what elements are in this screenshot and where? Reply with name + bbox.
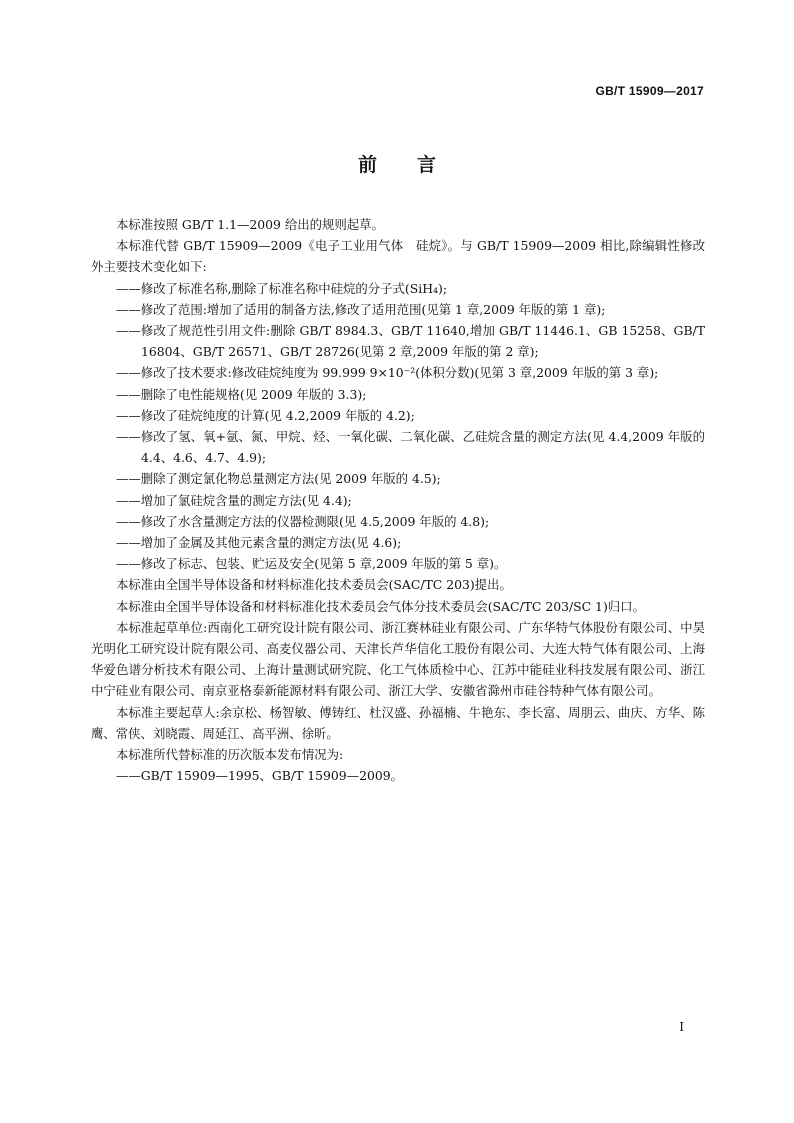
history-item: ——GB/T 15909—1995、GB/T 15909—2009。 <box>116 768 404 784</box>
change-item: ——修改了标准名称,删除了标准名称中硅烷的分子式(SiH₄); <box>116 280 447 296</box>
paragraph-under-jurisdiction: 本标准由全国半导体设备和材料标准化技术委员会气体分技术委员会(SAC/TC 203/SC 1)归口。 <box>116 598 645 614</box>
change-item: ——修改了水含量测定方法的仪器检测限(见 4.5,2009 年版的 4.8); <box>116 513 490 529</box>
change-item: ——修改了范围:增加了适用的制备方法,修改了适用范围(见第 1 章,2009 年版的第 1 章); <box>116 301 606 317</box>
change-item: ——修改了硅烷纯度的计算(见 4.2,2009 年版的 4.2); <box>116 407 415 423</box>
paragraph-drafting-units: 本标准起草单位:西南化工研究设计院有限公司、浙江赛林硅业有限公司、广东华特气体股份有限公司、中昊光明化工研究设计院有限公司、高麦仪器公司、天津长芦华信化工股份有限公司、大连大特气体有限公司、上海华爱色谱分析技术有限公司、上海计量测试研究院、化工气体质检中心、江苏中能硅业科技发展有限公司、浙江中宁硅业有限公司、南京亚格泰新能源材料有限公司、浙江大学、安徽省滁州市硅谷特种气体有限公司。 <box>91 619 705 699</box>
standard-number: GB/T 15909—2017 <box>595 84 704 98</box>
paragraph-drafters: 本标准主要起草人:余京松、杨智敏、傅铸红、杜汉盛、孙福楠、牛艳东、李长富、周朋云、曲庆、方华、陈鹰、常侠、刘晓霞、周延江、高平洲、徐昕。 <box>91 704 705 741</box>
paragraph-drafting-rules: 本标准按照 GB/T 1.1—2009 给出的规则起草。 <box>116 217 384 232</box>
change-item: ——修改了规范性引用文件:删除 GB/T 8984.3、GB/T 11640,增加 GB/T 11446.1、GB 15258、GB/T 16804、GB/T 26571、GB/T 28726(见第 2 章,2009 年版的第 2 章); <box>116 323 705 360</box>
title-char-1: 前 <box>357 154 377 176</box>
paragraph-replaces: 本标准代替 GB/T 15909—2009《电子工业用气体 硅烷》。与 GB/T 15909—2009 相比,除编辑性修改外主要技术变化如下: <box>91 238 705 275</box>
change-item: ——修改了技术要求:修改硅烷纯度为 99.999 9×10⁻²(体积分数)(见第 3 章,2009 年版的第 3 章); <box>116 365 659 381</box>
change-item: ——删除了测定氯化物总量测定方法(见 2009 年版的 4.5); <box>116 471 441 487</box>
page-number: I <box>679 1020 684 1034</box>
page-title <box>0 150 794 177</box>
change-item: ——修改了氢、氧+氩、氮、甲烷、烃、一氧化碳、二氧化碳、乙硅烷含量的测定方法(见 4.4,2009 年版的 4.4、4.6、4.7、4.9); <box>116 429 705 466</box>
change-item: ——修改了标志、包装、贮运及安全(见第 5 章,2009 年版的第 5 章)。 <box>116 556 507 572</box>
paragraph-history-intro: 本标准所代替标准的历次版本发布情况为: <box>116 747 344 763</box>
change-item: ——增加了金属及其他元素含量的测定方法(见 4.6); <box>116 535 402 551</box>
change-item: ——增加了氯硅烷含量的测定方法(见 4.4); <box>116 492 352 508</box>
foreword-body <box>91 214 705 786</box>
change-item: ——删除了电性能规格(见 2009 年版的 3.3); <box>116 386 367 402</box>
title-char-2: 言 <box>417 154 437 176</box>
paragraph-proposed-by: 本标准由全国半导体设备和材料标准化技术委员会(SAC/TC 203)提出。 <box>116 577 512 593</box>
